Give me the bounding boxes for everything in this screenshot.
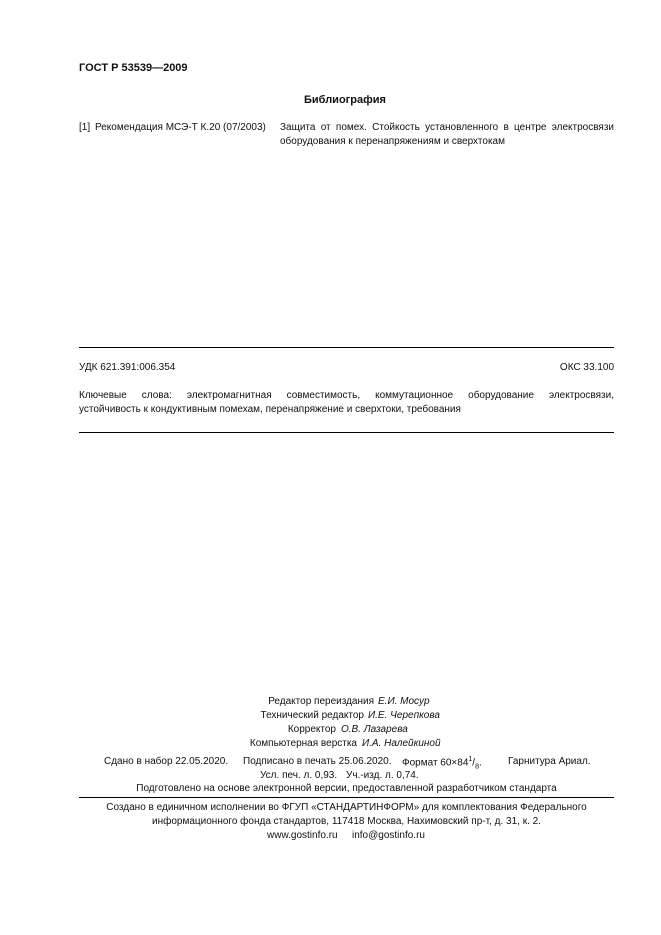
credit-name: О.В. Лазарева [341,724,408,735]
keywords-line2: устойчивость к кондуктивным помехам, перенапряжение и сверхтоки, требования [79,404,461,415]
oks-code: ОКС 33.100 [559,362,614,373]
format-end: . [478,757,482,769]
footer-website[interactable]: www.gostinfo.ru [267,830,338,841]
divider [79,797,614,798]
format-text: Формат 60×84 [402,757,469,769]
credit-role: Редактор переиздания [268,696,374,707]
divider [79,347,614,348]
entry-number: [1] [79,122,91,133]
keywords-line1: Ключевые слова: электромагнитная совместимость, коммутационное оборудование электросвязи, [79,390,614,401]
entry-description-line2: оборудования к перенапряжениям и сверхтокам [280,136,505,147]
imprint-submitted: Сдано в набор 22.05.2020. [104,756,229,767]
footer-line2: информационного фонда стандартов, 117418 Москва, Нахимовский пр-т, д. 31, к. 2. [152,816,541,827]
footer-line1: Создано в единичном исполнении во ФГУП «СТАНДАРТИНФОРМ» для комплектования Федерального [106,802,587,813]
imprint-pub-sheets: Уч.-изд. л. 0,74. [346,770,419,781]
credit-role: Технический редактор [260,710,364,721]
format-sub: 8 [475,763,479,771]
divider [79,432,614,433]
footer-email[interactable]: info@gostinfo.ru [352,830,425,841]
credit-role: Компьютерная верстка [249,738,357,749]
entry-description-line1: Защита от помех. Стойкость установленного в центре электросвязи [280,122,614,133]
section-title: Библиография [304,94,386,106]
imprint-font: Гарнитура Ариал. [508,756,591,767]
credit-role: Корректор [287,724,336,735]
imprint-prepared: Подготовлено на основе электронной версии, предоставленной разработчиком стандарта [136,783,557,794]
credit-name: Е.И. Мосур [378,696,430,707]
document-id: ГОСТ Р 53539—2009 [79,62,188,74]
credit-name: И.А. Налейкиной [362,738,441,749]
imprint-signed: Подписано в печать 25.06.2020. [243,756,392,767]
format-sup: 1 [468,756,473,763]
udk-code: УДК 621.391:006.354 [79,362,176,373]
imprint-format: Формат $60\times 84^1/_8$. [402,756,482,771]
credit-name: И.Е. Черепкова [368,710,440,721]
imprint-print-sheets: Усл. печ. л. 0,93. [260,770,338,781]
entry-reference: Рекомендация МСЭ-Т К.20 (07/2003) [95,122,266,133]
